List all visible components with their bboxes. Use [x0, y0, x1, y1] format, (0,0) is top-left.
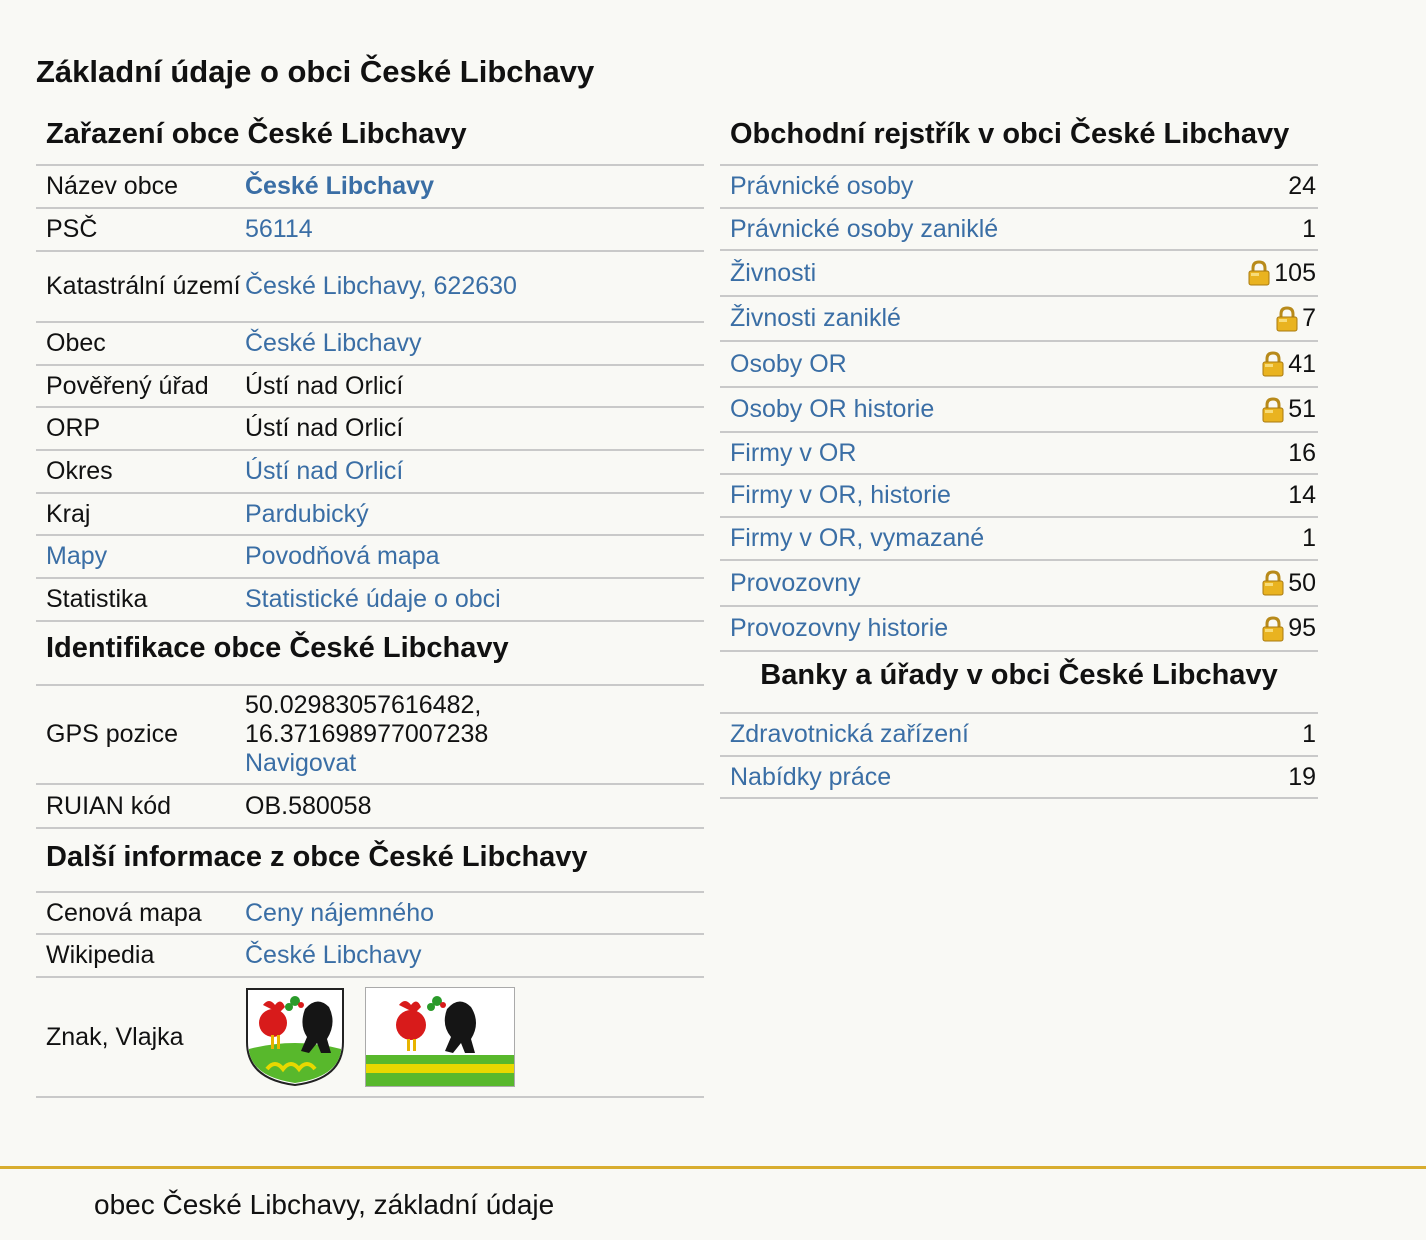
- count-number: 24: [1288, 172, 1316, 200]
- count-number: 14: [1288, 481, 1316, 509]
- register-link[interactable]: Živnosti zaniklé: [730, 304, 901, 332]
- rent-prices-link[interactable]: Ceny nájemného: [245, 898, 435, 927]
- okres-link[interactable]: Ústí nad Orlicí: [245, 457, 404, 485]
- row-key: Wikipedia: [46, 941, 155, 969]
- obec-link[interactable]: České Libchavy: [245, 329, 422, 357]
- register-link[interactable]: Osoby OR historie: [730, 395, 935, 423]
- register-link[interactable]: Firmy v OR, vymazané: [730, 524, 985, 552]
- lock-icon: [1262, 351, 1284, 377]
- count-number: 16: [1288, 438, 1316, 467]
- job-offers-link[interactable]: Nabídky práce: [730, 762, 892, 791]
- count-value: [1276, 304, 1316, 333]
- row-key: Okres: [46, 457, 113, 485]
- coat-of-arms-image[interactable]: [245, 987, 345, 1087]
- table-row: [36, 935, 704, 978]
- gps-value: [245, 691, 704, 778]
- municipality-name-link[interactable]: České Libchavy: [245, 172, 434, 200]
- count-value: [1288, 439, 1316, 468]
- health-facilities-link[interactable]: Zdravotnická zařízení: [730, 720, 969, 748]
- footer-divider: [0, 1166, 1426, 1169]
- flood-map-link[interactable]: Povodňová mapa: [245, 542, 440, 570]
- kraj-link[interactable]: Pardubický: [245, 499, 369, 528]
- register-link[interactable]: Právnické osoby zaniklé: [730, 214, 999, 243]
- count-value: [1302, 215, 1316, 244]
- row-key: Název obce: [46, 172, 179, 200]
- table-row: [36, 494, 704, 536]
- count-value: [1248, 259, 1316, 288]
- lock-icon: [1276, 306, 1298, 332]
- table-row: [36, 366, 704, 408]
- row-key: Obec: [46, 329, 106, 357]
- count-number: 1: [1302, 214, 1316, 243]
- right-column: [720, 110, 1318, 799]
- emblems: [245, 987, 704, 1087]
- list-item: [720, 166, 1318, 209]
- section-heading-zarazeni: Zařazení obce České Libchavy: [36, 110, 704, 166]
- list-item: [720, 475, 1318, 518]
- count-value: [1302, 524, 1316, 553]
- section-heading-banky: Banky a úřady v obci České Libchavy: [720, 652, 1318, 714]
- cadastral-link[interactable]: České Libchavy, 622630: [245, 272, 517, 300]
- gps-latitude: 50.02983057616482,: [245, 691, 482, 719]
- row-key: PSČ: [46, 215, 98, 243]
- register-link[interactable]: Provozovny historie: [730, 614, 949, 642]
- business-register-list: [720, 166, 1318, 652]
- navigate-link[interactable]: Navigovat: [245, 749, 357, 777]
- count-value: [1262, 350, 1316, 379]
- gps-longitude: 16.371698977007238: [245, 720, 489, 748]
- register-link[interactable]: Právnické osoby: [730, 172, 914, 200]
- list-item: [720, 388, 1318, 433]
- count-number: 41: [1288, 349, 1316, 378]
- list-item: [720, 714, 1318, 757]
- row-key: Cenová mapa: [46, 898, 202, 927]
- list-item: [720, 607, 1318, 652]
- table-row: [36, 451, 704, 494]
- register-link[interactable]: Živnosti: [730, 258, 817, 287]
- row-key: RUIAN kód: [46, 791, 172, 820]
- table-row: [36, 686, 704, 785]
- register-link[interactable]: Provozovny: [730, 568, 861, 597]
- row-value: Ústí nad Orlicí: [245, 414, 404, 442]
- count-value: [1262, 395, 1316, 424]
- count-value: [1262, 569, 1316, 598]
- row-key: Znak, Vlajka: [46, 1022, 184, 1051]
- lock-icon: [1262, 616, 1284, 642]
- list-item: [720, 561, 1318, 607]
- register-link[interactable]: Firmy v OR, historie: [730, 481, 951, 509]
- table-row: [36, 166, 704, 209]
- list-item: [720, 757, 1318, 799]
- lock-icon: [1248, 260, 1270, 286]
- left-column: [36, 110, 704, 1098]
- section-heading-identifikace: Identifikace obce České Libchavy: [36, 622, 704, 686]
- table-row: [36, 408, 704, 451]
- table-row: [36, 536, 704, 579]
- row-key: GPS pozice: [46, 720, 179, 748]
- count-number: 95: [1288, 614, 1316, 642]
- section-heading-dalsi: Další informace z obce České Libchavy: [36, 829, 704, 893]
- table-row: [36, 579, 704, 622]
- psc-link[interactable]: 56114: [245, 215, 313, 243]
- ruian-value: OB.580058: [245, 791, 372, 820]
- table-row: [36, 893, 704, 935]
- table-row: [36, 252, 704, 323]
- list-item: [720, 297, 1318, 342]
- row-value: Ústí nad Orlicí: [245, 371, 404, 400]
- lock-icon: [1262, 570, 1284, 596]
- wikipedia-link[interactable]: České Libchavy: [245, 941, 422, 969]
- section-heading-obchodni: Obchodní rejstřík v obci České Libchavy: [720, 110, 1318, 166]
- list-item: [720, 433, 1318, 475]
- row-key: Katastrální území: [46, 272, 241, 300]
- list-item: [720, 251, 1318, 297]
- row-key: ORP: [46, 414, 101, 442]
- count-number: 1: [1302, 524, 1316, 552]
- row-key: Statistika: [46, 585, 148, 613]
- row-key: Kraj: [46, 499, 91, 528]
- table-row: [36, 209, 704, 252]
- table-row: [36, 323, 704, 366]
- count-number: 51: [1288, 395, 1316, 423]
- list-item: [720, 209, 1318, 251]
- count-number: 105: [1274, 258, 1316, 287]
- count-number: 50: [1288, 568, 1316, 597]
- lock-icon: [1262, 397, 1284, 423]
- flag-image[interactable]: [365, 987, 515, 1087]
- list-item: [720, 518, 1318, 561]
- table-row: [36, 978, 704, 1098]
- table-row: [36, 785, 704, 829]
- footer-text: obec České Libchavy, základní údaje: [94, 1189, 555, 1220]
- register-link[interactable]: Osoby OR: [730, 349, 847, 378]
- register-link[interactable]: Firmy v OR: [730, 438, 857, 467]
- row-key: Pověřený úřad: [46, 371, 209, 400]
- mapy-link[interactable]: Mapy: [46, 542, 108, 570]
- page-title: Základní údaje o obci České Libchavy: [36, 54, 595, 89]
- count-value: [1288, 481, 1316, 510]
- count-value: 1: [1302, 720, 1316, 748]
- statistics-link[interactable]: Statistické údaje o obci: [245, 585, 501, 613]
- list-item: [720, 342, 1318, 388]
- count-value: [1262, 614, 1316, 643]
- count-value: [1288, 172, 1316, 201]
- count-value: 19: [1288, 762, 1316, 791]
- count-number: 7: [1302, 304, 1316, 332]
